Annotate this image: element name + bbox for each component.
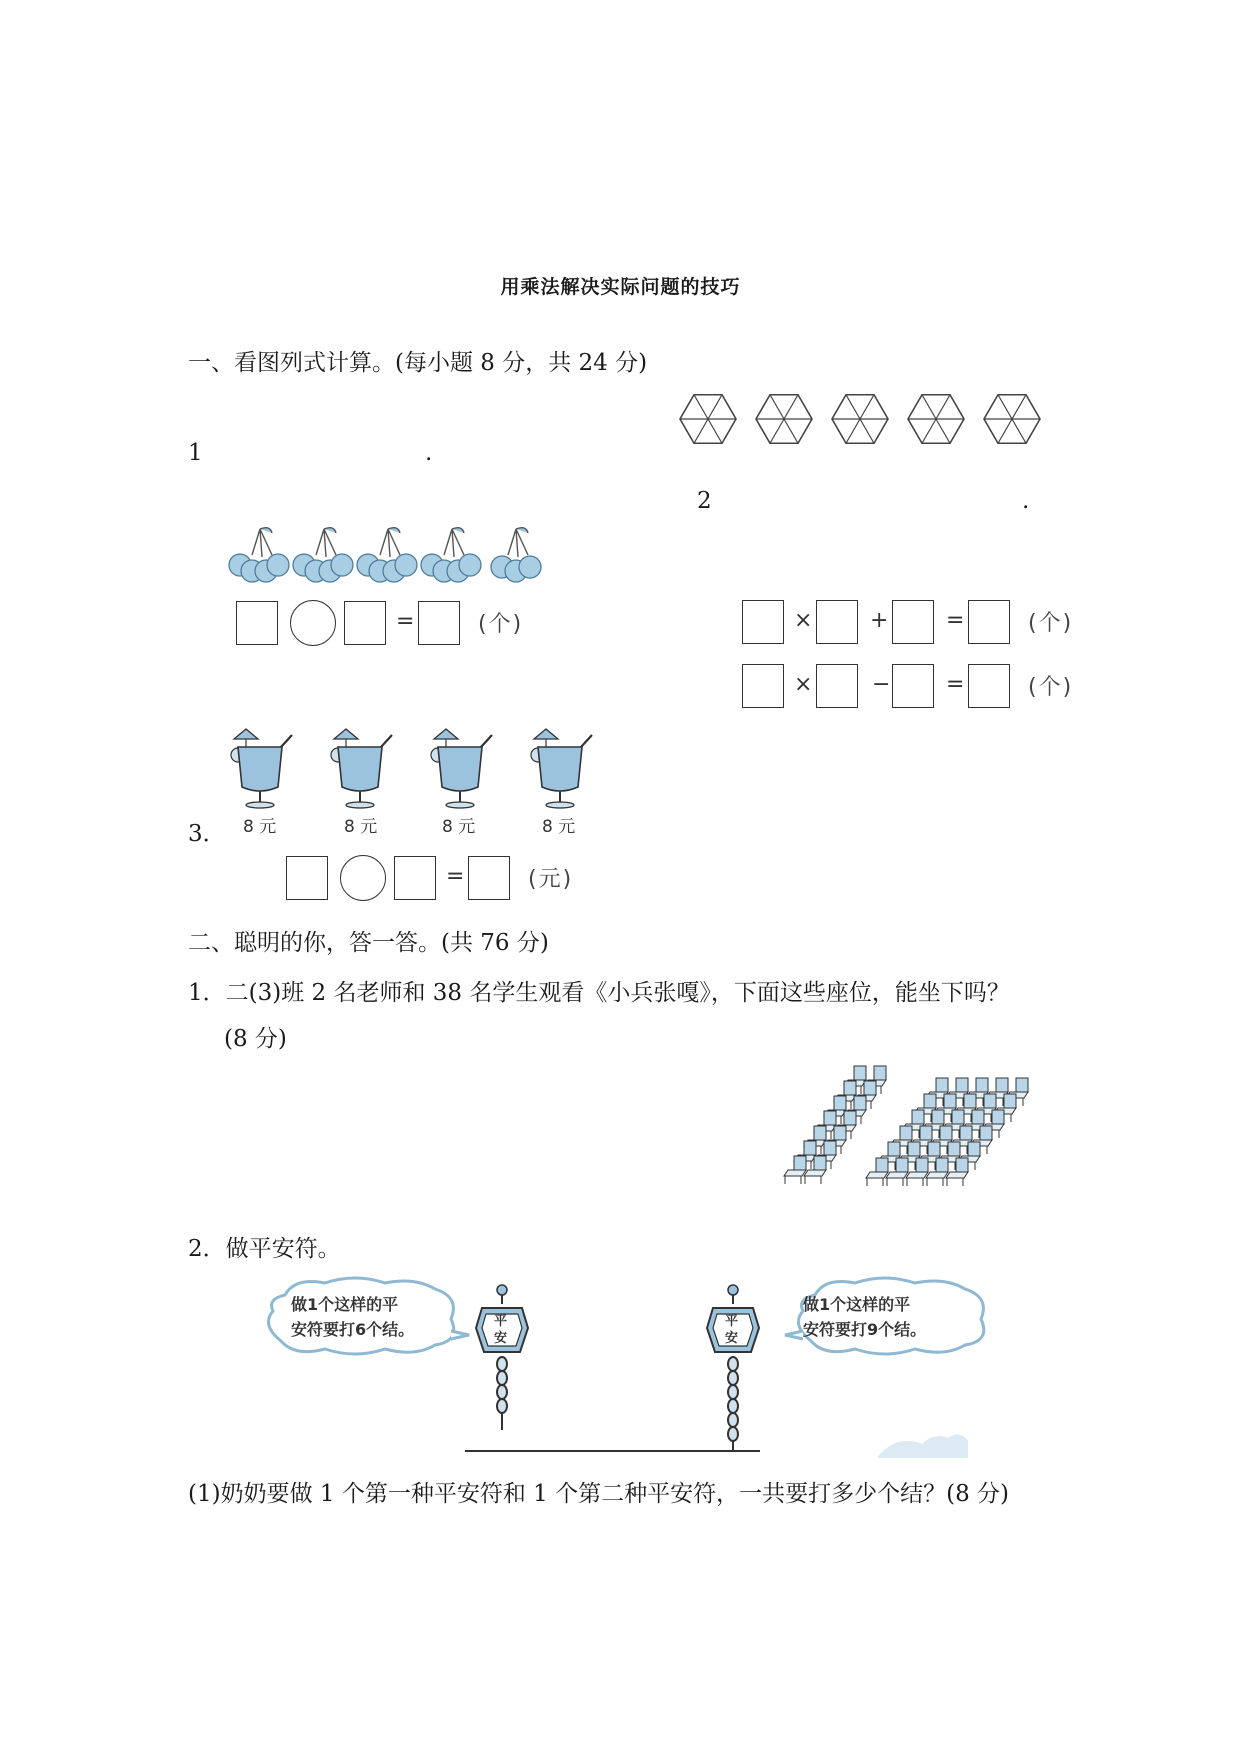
drink-glass xyxy=(331,729,392,808)
chair xyxy=(866,1158,888,1186)
s2-q2-text: 2．做平安符。 xyxy=(188,1236,341,1262)
s2-q2-sub1-text: (1)奶奶要做 1 个第一种平安符和 1 个第二种平安符，一共要打多少个结？(8 分) xyxy=(188,1481,1009,1507)
q1-answer-box-1[interactable] xyxy=(236,601,278,645)
bubble-left-line2: 安符要打6个结。 xyxy=(291,1320,415,1339)
q3-answer-box-result[interactable] xyxy=(468,856,510,900)
charm2-char-1: 平 xyxy=(725,1314,739,1329)
q3-answer-box-2[interactable] xyxy=(394,856,436,900)
q2-eq2-equals: = xyxy=(946,672,965,697)
q1-equals-sign: = xyxy=(396,609,415,634)
hexagon-figure xyxy=(756,395,812,443)
q3-answer-box-1[interactable] xyxy=(286,856,328,900)
hexagon-figure xyxy=(832,395,888,443)
q2-eq2-minus: − xyxy=(872,672,891,697)
q2-eq1-box-1[interactable] xyxy=(742,600,784,644)
q2-eq1-box-result[interactable] xyxy=(968,600,1010,644)
q1-operator-circle[interactable] xyxy=(290,600,336,646)
q2-eq2-box-3[interactable] xyxy=(892,664,934,708)
q2-eq1-equals: = xyxy=(946,608,965,633)
hexagon-figure xyxy=(680,395,736,443)
q2-blank-end: . xyxy=(1022,488,1030,514)
divider-line xyxy=(465,1450,760,1452)
berry-cluster xyxy=(491,528,541,582)
bubble-right-line1: 做1个这样的平 xyxy=(803,1295,911,1314)
drink-price-4: 8 元 xyxy=(542,817,576,837)
drink-price-2: 8 元 xyxy=(344,817,378,837)
q2-number: 2 xyxy=(697,488,712,514)
berry-cluster-figures xyxy=(222,525,552,585)
q1-number: 1 xyxy=(188,440,203,466)
drink-price-1: 8 元 xyxy=(243,817,277,837)
charm1-char-2: 安 xyxy=(494,1331,508,1346)
q3-equals-sign: = xyxy=(446,864,465,889)
drink-glass-figures xyxy=(222,725,612,813)
q2-eq1-times: × xyxy=(794,608,813,633)
drink-price-3: 8 元 xyxy=(442,817,476,837)
s2-q1-score: (8 分) xyxy=(224,1026,287,1052)
q2-eq2-times: × xyxy=(794,672,813,697)
charm1-char-1: 平 xyxy=(494,1314,508,1329)
q2-eq2-unit: (个) xyxy=(1028,675,1074,700)
berry-cluster xyxy=(357,528,417,582)
q2-eq2-box-2[interactable] xyxy=(816,664,858,708)
q3-number: 3． xyxy=(188,821,226,847)
chairs-figure xyxy=(800,1058,1050,1208)
s2-q1-text: 1．二(3)班 2 名老师和 38 名学生观看《小兵张嘎》，下面这些座位，能坐下吗？ xyxy=(188,980,1010,1006)
section1-heading: 一、看图列式计算。(每小题 8 分，共 24 分) xyxy=(188,350,648,376)
q1-answer-box-result[interactable] xyxy=(418,601,460,645)
chair xyxy=(784,1156,806,1184)
q3-operator-circle[interactable] xyxy=(340,855,386,901)
bubble-left-line1: 做1个这样的平 xyxy=(291,1295,399,1314)
berry-cluster xyxy=(421,528,481,582)
charm-figure-1 xyxy=(472,1282,532,1432)
q1-unit: (个) xyxy=(478,612,524,637)
q1-blank-end: . xyxy=(425,440,433,466)
charm-figure-2 xyxy=(703,1282,763,1452)
q2-eq2-box-1[interactable] xyxy=(742,664,784,708)
charm2-char-2: 安 xyxy=(725,1331,739,1346)
bubble-right-line2: 安符要打9个结。 xyxy=(803,1320,927,1339)
decorative-wave-icon xyxy=(878,1428,968,1458)
drink-glass xyxy=(231,729,292,808)
berry-cluster xyxy=(293,528,353,582)
page-title: 用乘法解决实际问题的技巧 xyxy=(500,276,741,298)
hexagon-figure xyxy=(984,395,1040,443)
q2-eq1-unit: (个) xyxy=(1028,611,1074,636)
q3-unit: (元) xyxy=(528,867,574,892)
berry-cluster xyxy=(229,528,289,582)
hexagon-figure xyxy=(908,395,964,443)
q2-eq1-box-2[interactable] xyxy=(816,600,858,644)
section2-heading: 二、聪明的你，答一答。(共 76 分) xyxy=(188,930,549,956)
drink-glass xyxy=(531,729,592,808)
q2-eq2-box-result[interactable] xyxy=(968,664,1010,708)
hexagon-figures xyxy=(680,385,1050,455)
q1-answer-box-2[interactable] xyxy=(344,601,386,645)
q2-eq1-box-3[interactable] xyxy=(892,600,934,644)
drink-glass xyxy=(431,729,492,808)
q2-eq1-plus: + xyxy=(870,608,889,633)
